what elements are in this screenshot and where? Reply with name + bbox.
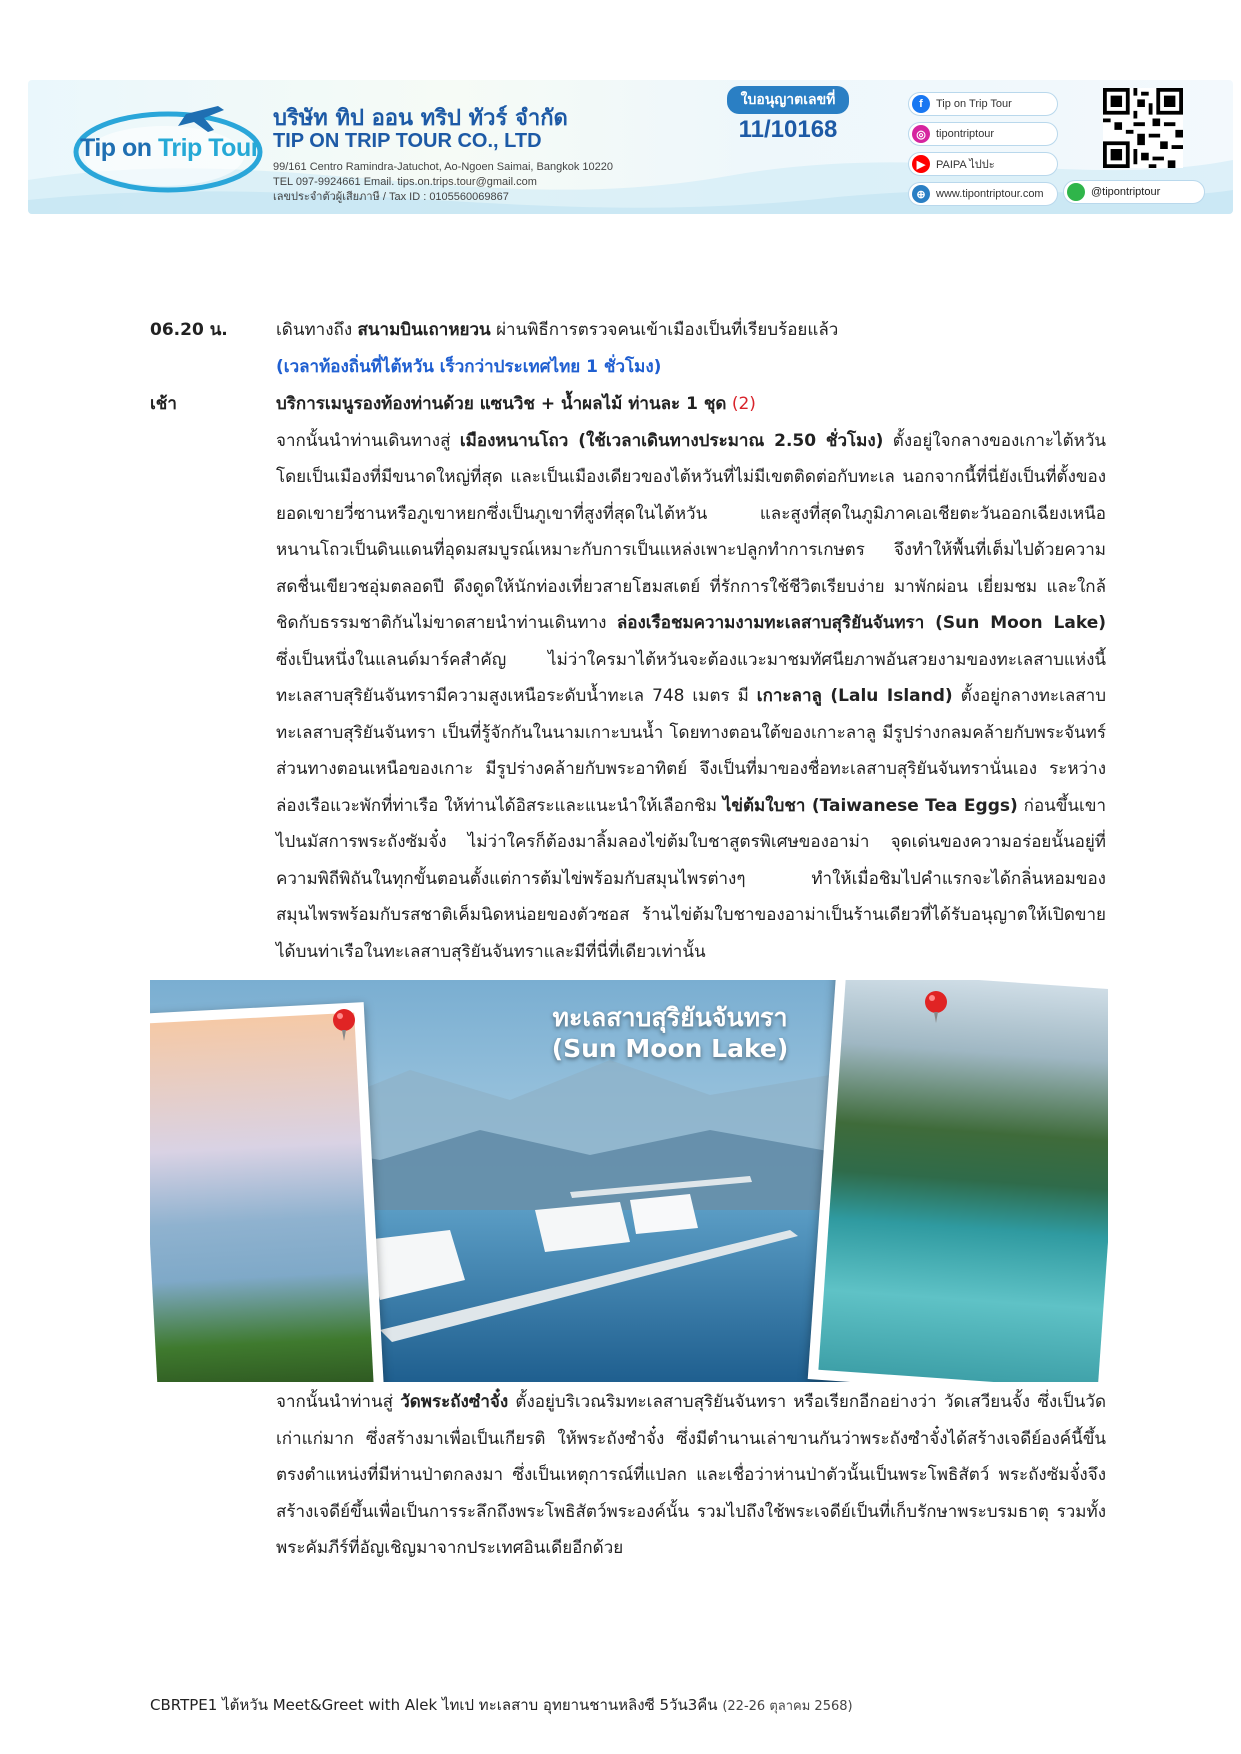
- itinerary-morning-block: [276, 386, 1106, 970]
- company-logo: [68, 96, 268, 200]
- time-arrival: 06.20 น.: [150, 320, 228, 340]
- p1-text-1: จากนั้นนำท่านเดินทางสู่: [276, 430, 460, 451]
- arrival-airport: สนามบินเถาหยวน: [357, 320, 491, 340]
- photo-frame-right: [808, 980, 1108, 1382]
- website-link[interactable]: [908, 182, 1058, 206]
- page-footer: [150, 1693, 853, 1717]
- youtube-icon: ▶: [912, 155, 930, 173]
- youtube-label: PAIPA ไปปะ: [936, 159, 995, 171]
- p1-text-5: ก่อนขึ้นเขาไปนมัสการพระถังซัมจั๋ง ไม่ว่าใครก็ต้องมาลิ้มลองไข่ต้มใบชาสูตรพิเศษของอาม่า จุดเด่นของความอร่อยนั้นอยู่ที่ความพิถีพิถันในทุกขั้นตอนตั้งแต่การต้มไข่พร้อมกับสมุนไพรต่างๆ ทำให้เมื่อชิมไปคำแรกจะได้กลิ่นหอมของสมุนไพรพร้อมกับรสชาติเค็มนิดหน่อยของตัวซอส ร้านไข่ต้มใบชาของอาม่าเป็นร้านเดียวที่ได้รับอนุญาตให้เปิดขายได้บนท่าเรือในทะเลสาบสุริยันจันทราและมีที่นี่ที่เดียวเท่านั้น: [276, 795, 1107, 962]
- arrival-text-pre: เดินทางถึง: [276, 320, 358, 340]
- logo-wordmark: [80, 134, 260, 163]
- photo-title: [520, 1002, 820, 1064]
- company-name-english: TIP ON TRIP TOUR CO., LTD: [273, 130, 542, 152]
- line-link[interactable]: [1063, 180, 1205, 204]
- logo-text-part-2: Trip Tour: [157, 134, 260, 162]
- local-time-note: (เวลาท้องถิ่นที่ไต้หวัน เร็วกว่าประเทศไทย 1 ชั่วโมง): [276, 356, 662, 377]
- facebook-link[interactable]: [908, 92, 1058, 116]
- p1-bold-nantou: เมืองหนานโถว (ใช้เวลาเดินทางประมาณ 2.50 ชั่วโมง): [459, 430, 884, 451]
- photo-frame-left: [150, 1002, 384, 1382]
- red-pin-icon: [918, 988, 954, 1024]
- p1-text-2: ตั้งอยู่ใจกลางของเกาะไต้หวัน โดยเป็นเมืองที่มีขนาดใหญ่ที่สุด และเป็นเมืองเดียวของไต้หวันที่ไม่มีเขตติดต่อกับทะเล นอกจากนี้ที่นี่ยังเป็นที่ตั้งของยอดเขายวี่ซานหรือภูเขาหยกซึ่งเป็นภูเขาที่สูงที่สุดในไต้หวัน และสูงที่สุดในภูมิภาคเอเชียตะวันออกเฉียงเหนือ หนานโถวเป็นดินแดนที่อุดมสมบูรณ์เหมาะกับการเป็นแหล่งเพาะปลูกทำการเกษตร จึงทำให้พื้นที่เต็มไปด้วยความสดชื่นเขียวชอุ่มตลอดปี ดึงดูดให้นักท่องเที่ยวสายโฮมสเตย์ ที่รักการใช้ชีวิตเรียบง่าย มาพักผ่อน เยี่ยมชม และใกล้ชิดกับธรรมชาติกันไม่ขาดสายนำท่านเดินทาง: [276, 430, 1107, 633]
- license-label: ใบอนุญาตเลขที่: [727, 86, 850, 114]
- social-links: [908, 92, 1058, 212]
- youtube-link[interactable]: [908, 152, 1058, 176]
- line-label: @tipontriptour: [1091, 186, 1161, 198]
- meal-description: บริการเมนูรองท้องท่านด้วย แซนวิช + น้ำผลไม้ ท่านละ 1 ชุด: [276, 394, 727, 414]
- instagram-link[interactable]: [908, 122, 1058, 146]
- meal-number: (2): [731, 394, 756, 414]
- company-tax-id: เลขประจำตัวผู้เสียภาษี / Tax ID : 0105560069867: [273, 191, 509, 203]
- website-label: www.tipontriptour.com: [936, 188, 1044, 200]
- p1-bold-tea-eggs: ไข่ต้มใบชา (Taiwanese Tea Eggs): [722, 795, 1018, 816]
- footer-tour-code: CBRTPE1 ไต้หวัน Meet&Greet with Alek ไทเป ทะเลสาบ อุทยานชานหลิงซี 5วัน3คืน: [150, 1696, 718, 1714]
- qr-code-icon: [1103, 88, 1183, 168]
- photo-sunrise-lake: [150, 1013, 374, 1382]
- logo-text-part-1: Tip on: [80, 134, 152, 162]
- meal-line: [276, 386, 1106, 423]
- arrival-description: [276, 312, 1106, 385]
- arrival-text-post: ผ่านพิธีการตรวจคนเข้าเมืองเป็นที่เรียบร้อยแล้ว: [490, 320, 839, 340]
- sun-moon-lake-photo-collage: [150, 980, 1108, 1382]
- photo-lalu-island-aerial: [818, 980, 1108, 1382]
- nantou-paragraph: [276, 423, 1106, 971]
- p1-text-3: ซึ่งเป็นหนึ่งในแลนด์มาร์คสำคัญ ไม่ว่าใครมาไต้หวันจะต้องแวะมาชมทัศนียภาพอันสวยงามของทะเลสาบแห่งนี้ทะเลสาบสุริยันจันทรามีความสูงเหนือระดับน้ำทะเล 748 เมตร มี: [276, 649, 1106, 706]
- company-contact-info: [273, 160, 613, 205]
- company-address: 99/161 Centro Ramindra-Jatuchot, Ao-Ngoen Saimai, Bangkok 10220: [273, 161, 613, 173]
- globe-icon: ⊕: [912, 185, 930, 203]
- instagram-label: tipontriptour: [936, 128, 995, 140]
- p1-text-4: ตั้งอยู่กลางทะเลสาบทะเลสาบสุริยันจันทรา เป็นที่รู้จักกันในนามเกาะบนน้ำ โดยทางตอนใต้ของเกาะลาลู มีรูปร่างกลมคล้ายกับพระจันทร์ ส่วนทางตอนเหนือของเกาะ มีรูปร่างคล้ายกับพระอาทิตย์ จึงเป็นที่มาของชื่อทะเลสาบสุริยันจันทรานั่นเอง ระหว่างล่องเรือแวะพักที่ท่าเรือ ให้ท่านได้อิสระและแนะนำให้เลือกชิม: [276, 686, 1106, 816]
- photo-title-english: (Sun Moon Lake): [551, 1034, 789, 1063]
- company-phone-email: TEL 097-9924661 Email. tips.on.trips.tour@gmail.com: [273, 176, 537, 188]
- company-name-thai: บริษัท ทิป ออน ทริป ทัวร์ จำกัด: [273, 106, 568, 131]
- p1-bold-lalu-island: เกาะลาลู (Lalu Island): [756, 686, 953, 706]
- company-header-banner: [28, 80, 1233, 214]
- red-pin-icon: [326, 1006, 362, 1042]
- instagram-icon: ◎: [912, 125, 930, 143]
- license-block: [698, 86, 878, 146]
- footer-dates: (22-26 ตุลาคม 2568): [722, 1699, 853, 1714]
- p2-text-1: จากนั้นนำท่านสู่: [276, 1392, 401, 1412]
- temple-paragraph: [276, 1384, 1106, 1567]
- time-morning: เช้า: [150, 394, 177, 414]
- facebook-label: Tip on Trip Tour: [936, 98, 1012, 110]
- photo-title-thai: ทะเลสาบสุริยันจันทรา: [552, 1003, 788, 1032]
- p2-bold-temple: วัดพระถังซำจั๋ง: [400, 1392, 509, 1412]
- p1-bold-sun-moon-lake: ล่องเรือชมความงามทะเลสาบสุริยันจันทรา (Sun Moon Lake): [616, 613, 1107, 633]
- license-number: 11/10168: [738, 116, 838, 143]
- line-icon: [1067, 183, 1085, 201]
- p2-text-2: ตั้งอยู่บริเวณริมทะเลสาบสุริยันจันทรา หรือเรียกอีกอย่างว่า วัดเสวียนจั้ง ซึ่งเป็นวัดเก่าแก่มาก ซึ่งสร้างมาเพื่อเป็นเกียรติ ให้พระถังซำจั๋ง ซึ่งมีตำนานเล่าขานกันว่าพระถังซำจั๋งได้สร้างเจดีย์องค์นี้ขึ้นตรงตำแหน่งที่มีห่านป่าตกลงมา ซึ่งเป็นเหตุการณ์ที่แปลก และเชื่อว่าห่านป่าตัวนั้นเป็นพระโพธิสัตว์ พระถังซัมจั๋งจึงสร้างเจดีย์ขึ้นเพื่อเป็นการระลึกถึงพระโพธิสัตว์พระองค์นั้น รวมไปถึงใช้พระเจดีย์เป็นที่เก็บรักษาพระบรมธาตุ รวมทั้งพระคัมภีร์ที่อัญเชิญมาจากประเทศอินเดียอีกด้วย: [276, 1392, 1106, 1558]
- facebook-icon: f: [912, 95, 930, 113]
